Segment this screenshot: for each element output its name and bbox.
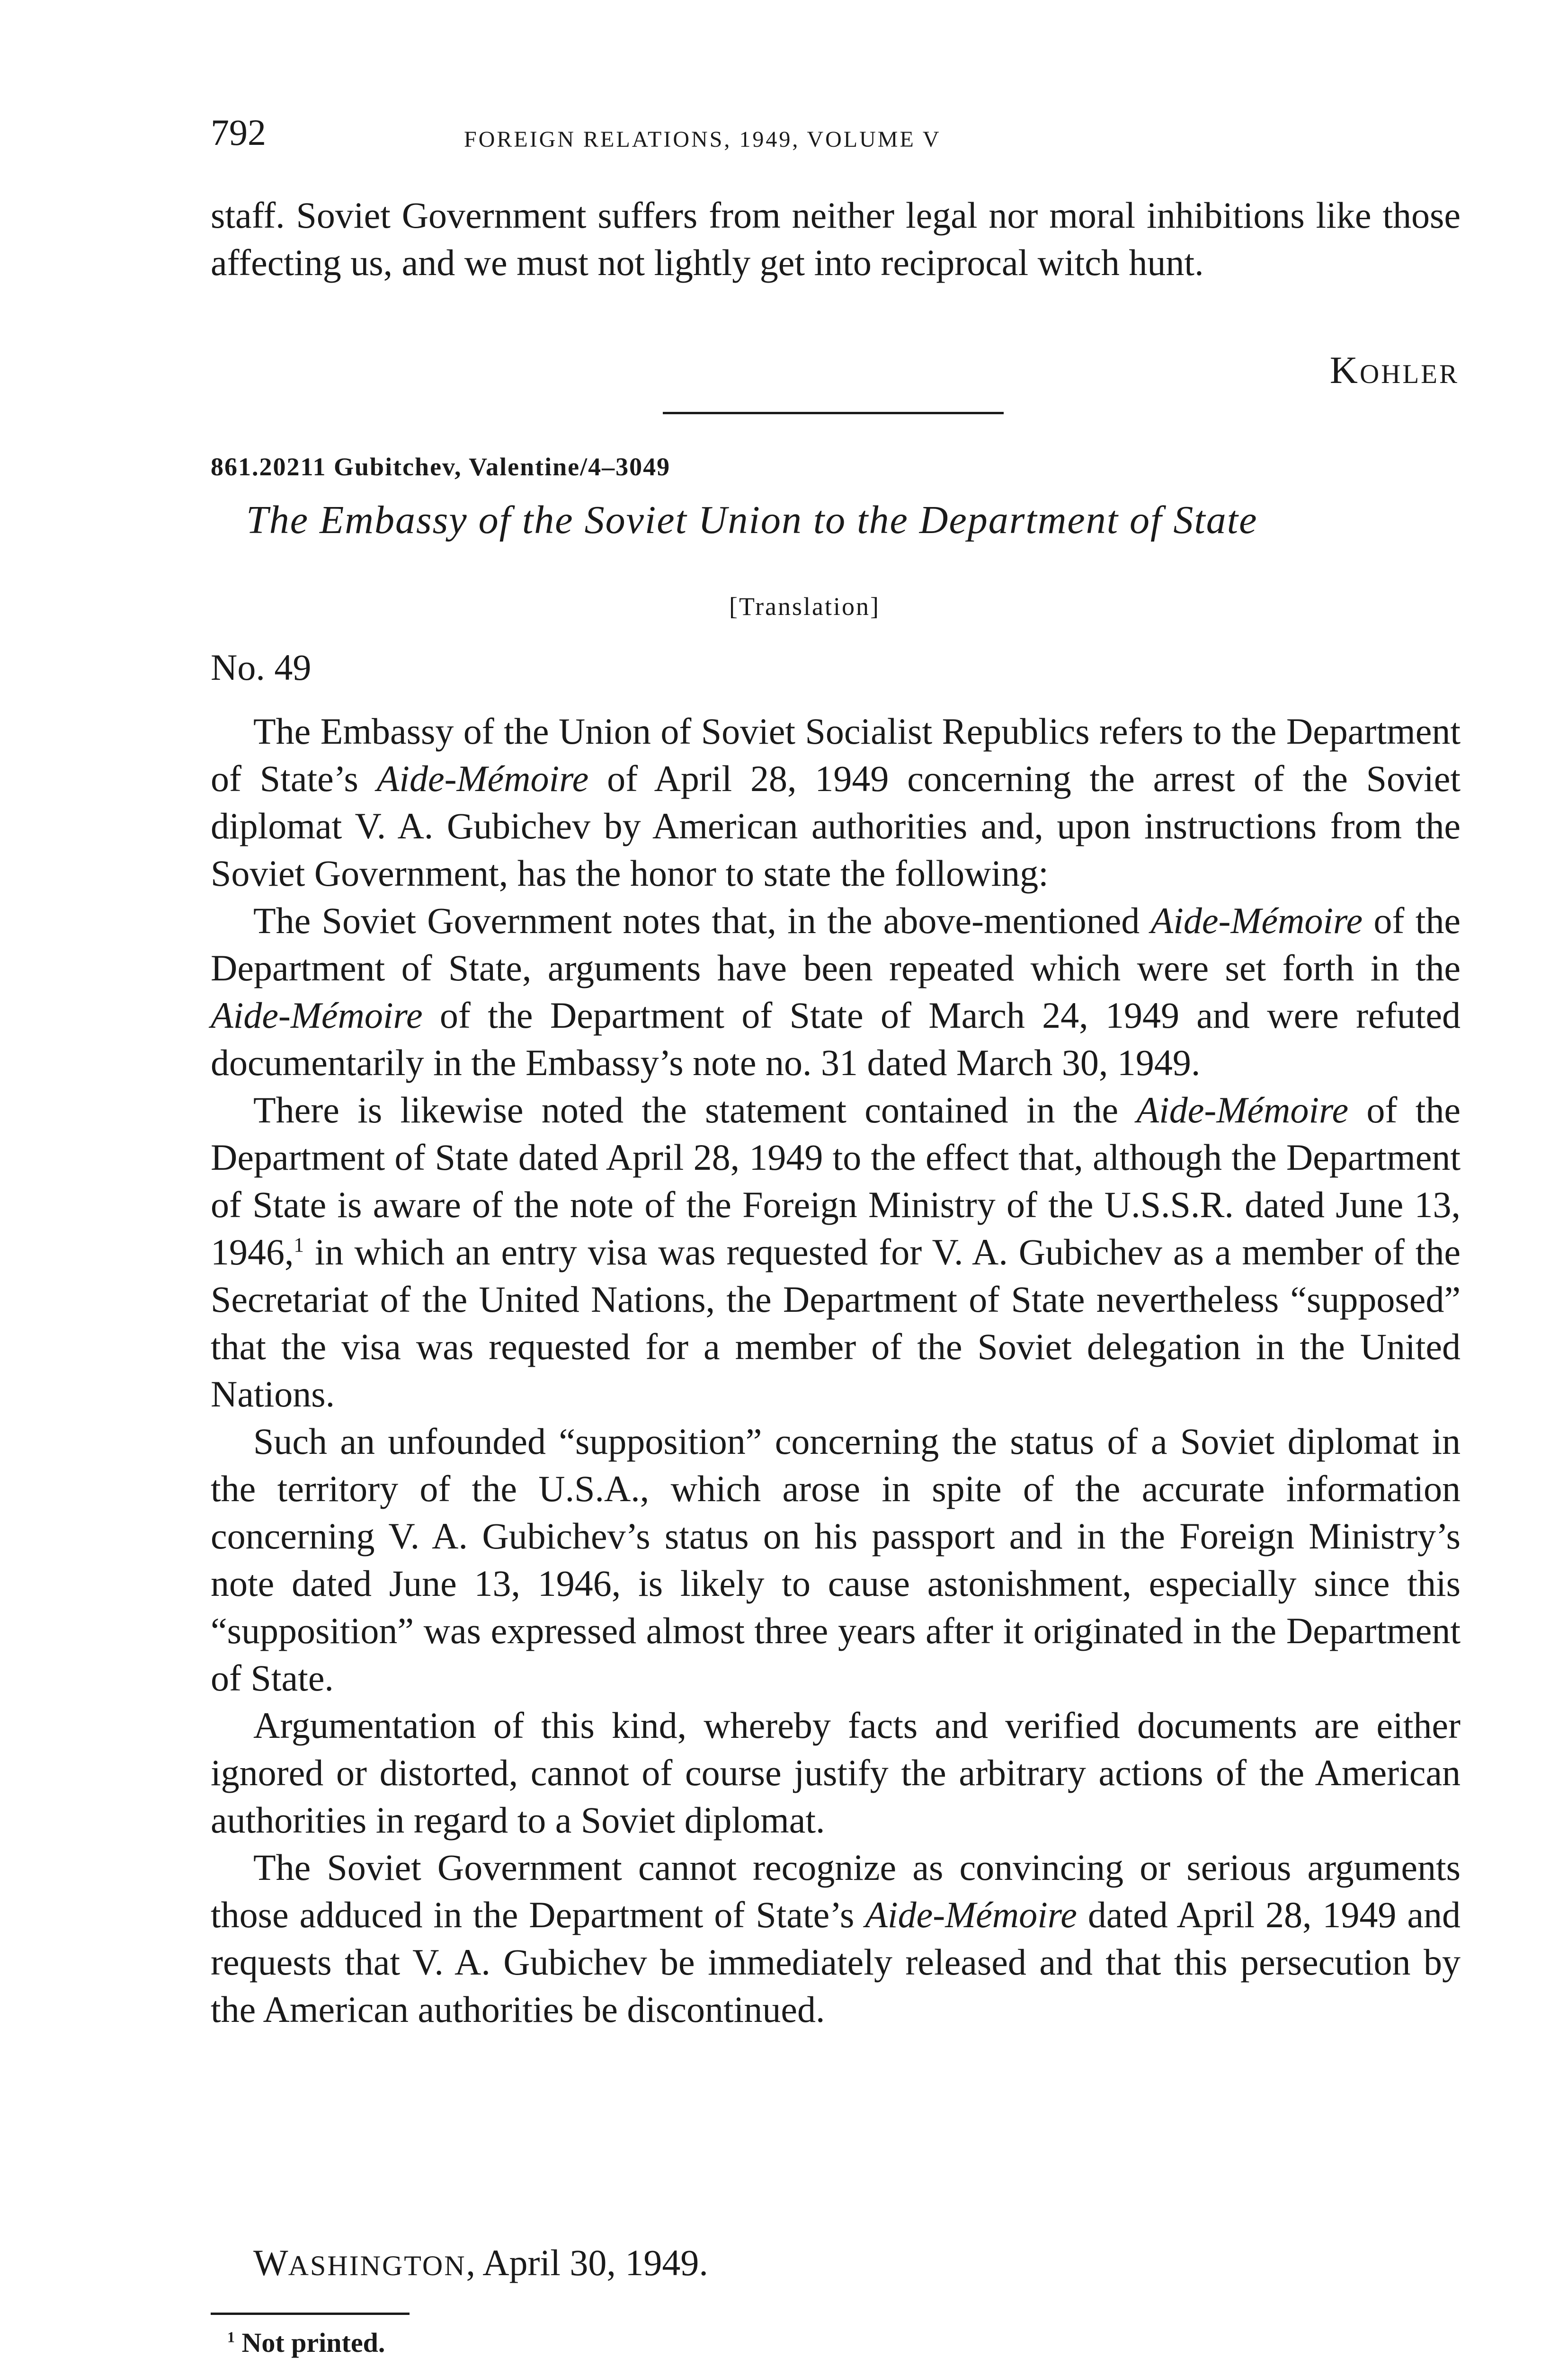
translation-note: [Translation] [729,592,880,621]
footnote: $^1$ Not printed. [227,2327,385,2358]
paragraph-4: Such an unfounded “supposition” concerning the status of a Soviet diplomat in the territory of the U.S.A., which arose in spite of the accurate information concerning V. A. Gubichev’s status on his passport and in the Foreign Ministry’s note dated June 13, 1946, is likely to cause astonishment, especially since this “supposition” was expressed almost three years after it originated in the Department of State. [211,1421,1461,1699]
closing-paragraph: staff. Soviet Government suffers from neither legal nor moral inhibitions like those affecting us, and we must not lightly get into reciprocal witch hunt. [211,195,1461,283]
document-title: The Embassy of the Soviet Union to the Department of State [246,498,1258,542]
section-divider [663,412,1004,414]
page-number: 792 [211,112,266,153]
signature-text: Kohler [1329,348,1459,392]
previous-document-closing [211,192,1461,286]
paragraph-3: There is likewise noted the statement contained in the Aide-Mémoire of the Department of State dated April 28, 1949 to the effect that, although the Department of State is aware of the note of the Foreign Ministry of the U.S.S.R. dated June 13, 1946,$^1$ in which an entry visa was requested for V. A. Gubichev as a member of the Secretariat of the United Nations, the Department of State nevertheless “supposed” that the visa was requested for a member of the Soviet delegation in the United Nations. [211,1089,1461,1415]
paragraph-2: The Soviet Government notes that, in the above-mentioned Aide-Mémoire of the Department of State, arguments have been repeated which were set forth in the Aide-Mémoire of the Department of State of March 24, 1949 and were refuted documentarily in the Embassy’s note no. 31 dated March 30, 1949. [211,900,1461,1083]
running-head: FOREIGN RELATIONS, 1949, VOLUME V [464,127,941,152]
file-reference: 861.20211 Gubitchev, Valentine/4–3049 [211,453,671,481]
page-header [211,111,1461,163]
paragraph-5: Argumentation of this kind, whereby facts and verified documents are either ignored or distorted, cannot of course justify the arbitrary actions of the American authorities in regard to a Soviet diplomat. [211,1705,1461,1841]
paragraph-6: The Soviet Government cannot recognize as convincing or serious arguments those adduced in the Department of State’s Aide-Mémoire dated April 28, 1949 and requests that V. A. Gubichev be immediately released and that this persecution by the American authorities be discontinued. [211,1847,1461,2030]
date-line: WASHINGTON, April 30, 1949. [253,2242,708,2283]
footnote-marker: 1 [294,1234,304,1256]
paragraph-1: The Embassy of the Union of Soviet Socialist Republics refers to the Department of State’s Aide-Mémoire of April 28, 1949 concerning the arrest of the Soviet diplomat V. A. Gubichev by American authorities and, upon instructions from the Soviet Government, has the honor to state the following: [211,711,1461,894]
footnote-divider [211,2313,410,2315]
document-body [211,708,1461,2033]
signature [1330,348,1459,392]
document-number: No. 49 [211,647,312,688]
